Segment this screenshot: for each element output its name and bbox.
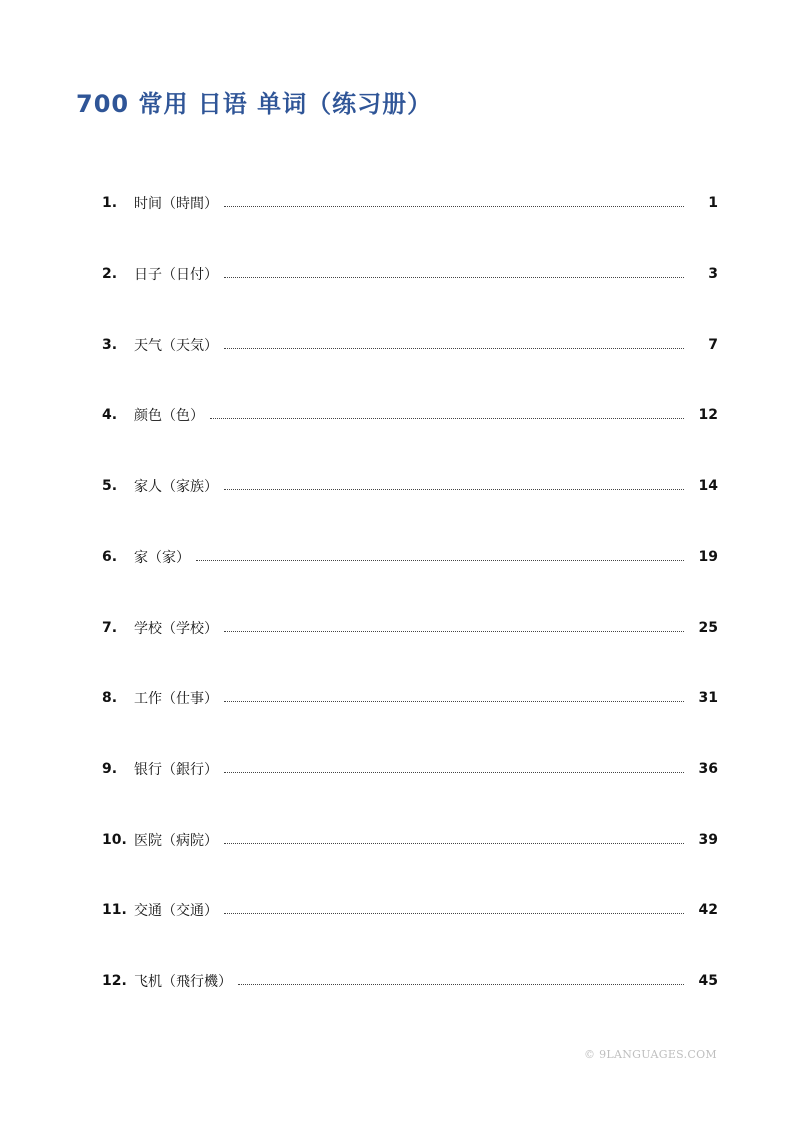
toc-dot-leader bbox=[238, 984, 684, 985]
toc-entry[interactable] bbox=[102, 475, 718, 497]
toc-entry-number: 3. bbox=[102, 337, 118, 353]
toc-dot-leader bbox=[224, 843, 684, 844]
toc-entry-page: 1 bbox=[708, 195, 718, 211]
toc-entry-number: 7. bbox=[102, 620, 118, 636]
copyright-footer: © 9LANGUAGES.COM bbox=[584, 1048, 717, 1061]
toc-entry[interactable] bbox=[102, 546, 718, 568]
toc-dot-leader bbox=[224, 701, 684, 702]
toc-entry[interactable] bbox=[102, 192, 718, 214]
toc-entry[interactable] bbox=[102, 829, 718, 851]
toc-entry-label: 飞机（飛行機） bbox=[134, 974, 232, 990]
toc-entry-number: 10. bbox=[102, 832, 127, 848]
toc-entry-number: 1. bbox=[102, 195, 118, 211]
toc-entry-number: 2. bbox=[102, 266, 118, 282]
toc-entry[interactable] bbox=[102, 617, 718, 639]
toc-entry-number: 4. bbox=[102, 407, 118, 423]
toc-dot-leader bbox=[210, 418, 684, 419]
toc-entry-page: 14 bbox=[698, 478, 718, 494]
toc-entry-number: 6. bbox=[102, 549, 118, 565]
toc-entry-number: 8. bbox=[102, 690, 118, 706]
toc-entry-label: 家（家） bbox=[134, 550, 190, 566]
toc-dot-leader bbox=[224, 348, 684, 349]
toc-entry-page: 42 bbox=[698, 902, 718, 918]
toc-entry-label: 交通（交通） bbox=[134, 903, 218, 919]
toc-entry[interactable] bbox=[102, 899, 718, 921]
toc-entry-page: 39 bbox=[698, 832, 718, 848]
toc-entry-label: 学校（学校） bbox=[134, 621, 218, 637]
toc-entry-number: 9. bbox=[102, 761, 118, 777]
toc-entry-label: 日子（日付） bbox=[134, 267, 218, 283]
toc-entry[interactable] bbox=[102, 263, 718, 285]
toc-entry-page: 31 bbox=[698, 690, 718, 706]
toc-entry-number: 12. bbox=[102, 973, 127, 989]
toc-entry-page: 12 bbox=[698, 407, 718, 423]
toc-entry-label: 时间（時間） bbox=[134, 196, 218, 212]
toc-entry-number: 11. bbox=[102, 902, 127, 918]
toc-dot-leader bbox=[224, 772, 684, 773]
document-title: 700 常用 日语 单词（练习册） bbox=[76, 90, 433, 118]
toc-entry-number: 5. bbox=[102, 478, 118, 494]
toc-entry-page: 36 bbox=[698, 761, 718, 777]
toc-entry-page: 25 bbox=[698, 620, 718, 636]
toc-entry-page: 19 bbox=[698, 549, 718, 565]
toc-entry-label: 颜色（色） bbox=[134, 408, 204, 424]
toc-entry-label: 家人（家族） bbox=[134, 479, 218, 495]
toc-entry-page: 3 bbox=[708, 266, 718, 282]
toc-entry[interactable] bbox=[102, 970, 718, 992]
toc-dot-leader bbox=[224, 913, 684, 914]
toc-dot-leader bbox=[196, 560, 684, 561]
toc-entry[interactable] bbox=[102, 687, 718, 709]
toc-dot-leader bbox=[224, 631, 684, 632]
toc-entry[interactable] bbox=[102, 334, 718, 356]
toc-dot-leader bbox=[224, 206, 684, 207]
toc-entry-label: 天气（天気） bbox=[134, 338, 218, 354]
toc-entry-label: 工作（仕事） bbox=[134, 691, 218, 707]
toc-entry-label: 医院（病院） bbox=[134, 833, 218, 849]
toc-entry[interactable] bbox=[102, 404, 718, 426]
toc-dot-leader bbox=[224, 489, 684, 490]
toc-entry-page: 7 bbox=[708, 337, 718, 353]
toc-entry-label: 银行（銀行） bbox=[134, 762, 218, 778]
toc-entry[interactable] bbox=[102, 758, 718, 780]
toc-entry-page: 45 bbox=[698, 973, 718, 989]
toc-dot-leader bbox=[224, 277, 684, 278]
